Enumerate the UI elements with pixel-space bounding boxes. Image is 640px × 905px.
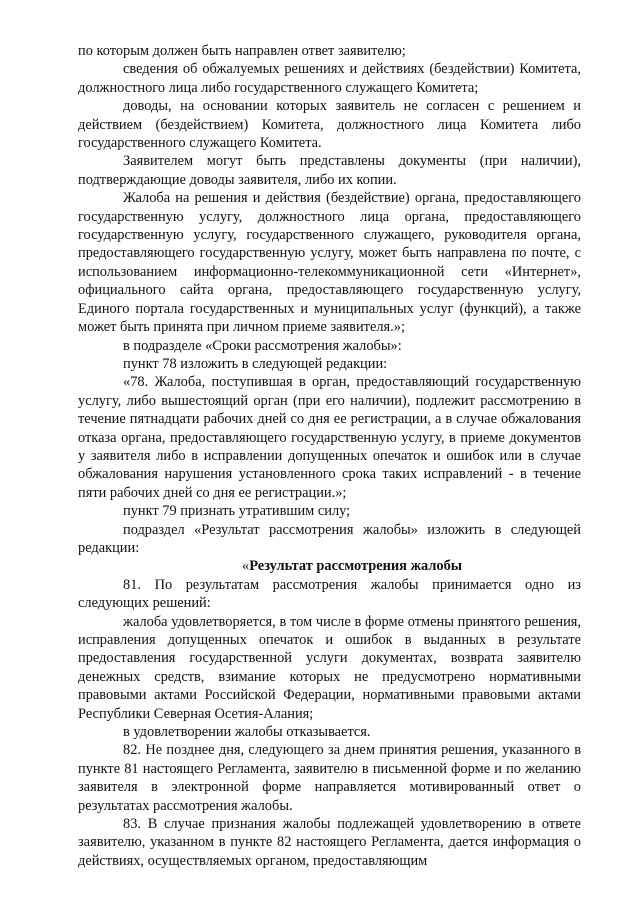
paragraph: подраздел «Результат рассмотрения жалобы» изложить в следующей редакции: [78,521,581,556]
paragraph: 83. В случае признания жалобы подлежащей удовлетворению в ответе заявителю, указанном в пункте 82 настоящего Регламента, дается информация о действиях, осуществляемых органом, предоставляющим [78,816,581,869]
paragraph: 81. По результатам рассмотрения жалобы принимается одно из следующих решений: [78,576,581,612]
paragraph: 82. Не позднее дня, следующего за днем принятия решения, указанного в пункте 81 настоящего Регламента, заявителю в письменной форме и по желанию заявителя в электронной форме направляется мотивированный ответ о результатах рассмотрения жалобы. [78,742,581,814]
paragraph: сведения об обжалуемых решениях и действиях (бездействии) Комитета, должностного лица либо государственного служащего Комитета; [78,61,581,96]
paragraph: доводы, на основании которых заявитель не согласен с решением и действием (бездействием) Комитета, должностного лица Комитета либо государственного служащего Комитета. [78,98,581,152]
paragraph: Жалоба на решения и действия (бездействие) органа, предоставляющего государственную услугу, должностного лица органа, предоставляющего государственную услугу, государственного служащего, руководителя органа, предоставляющего государственную услугу, может быть направлена по почте, с использованием информационно-телекоммуникационной сети «Интернет», официального сайта органа, предоставляющего государственную услугу, Единого портала государственных и муниципальных услуг (функций), а также может быть принята при личном приеме заявителя.»; [78,190,581,336]
paragraph: по которым должен быть направлен ответ заявителю; [78,43,406,59]
heading-quote: « [242,558,250,575]
heading-text: Результат рассмотрения жалобы [249,558,463,575]
paragraph: пункт 78 изложить в следующей редакции: [123,355,388,372]
paragraph: в удовлетворении жалобы отказывается. [123,724,371,741]
paragraph: в подразделе «Сроки рассмотрения жалобы»: [123,337,402,354]
paragraph: Заявителем могут быть представлены документы (при наличии), подтверждающие доводы заявителя, либо их копии. [78,153,581,188]
section-heading [78,557,581,575]
paragraph: «78. Жалоба, поступившая в орган, предоставляющий государственную услугу, либо вышестоящий орган (при его наличии), подлежит рассмотрению в течение пятнадцати рабочих дней со дня ее регистрации, а в случае обжалования отказа органа, предоставляющего государственную услугу, в приеме документов у заявителя либо в исправлении допущенных опечаток и ошибок или в случае обжалования нарушения установленного срока таких исправлений - в течение пяти рабочих дней со дня ее регистрации.»; [78,374,581,501]
document-page [78,42,581,870]
paragraph: жалоба удовлетворяется, в том числе в форме отмены принятого решения, исправления допущенных опечаток и ошибок в выданных в результате предоставления государственной услуги документах, возврата заявителю денежных средств, взимание которых не предусмотрено нормативными правовыми актами Российской Федерации, нормативными правовыми актами Республики Северная Осетия-Алания; [78,613,581,722]
paragraph: пункт 79 признать утратившим силу; [123,503,351,520]
